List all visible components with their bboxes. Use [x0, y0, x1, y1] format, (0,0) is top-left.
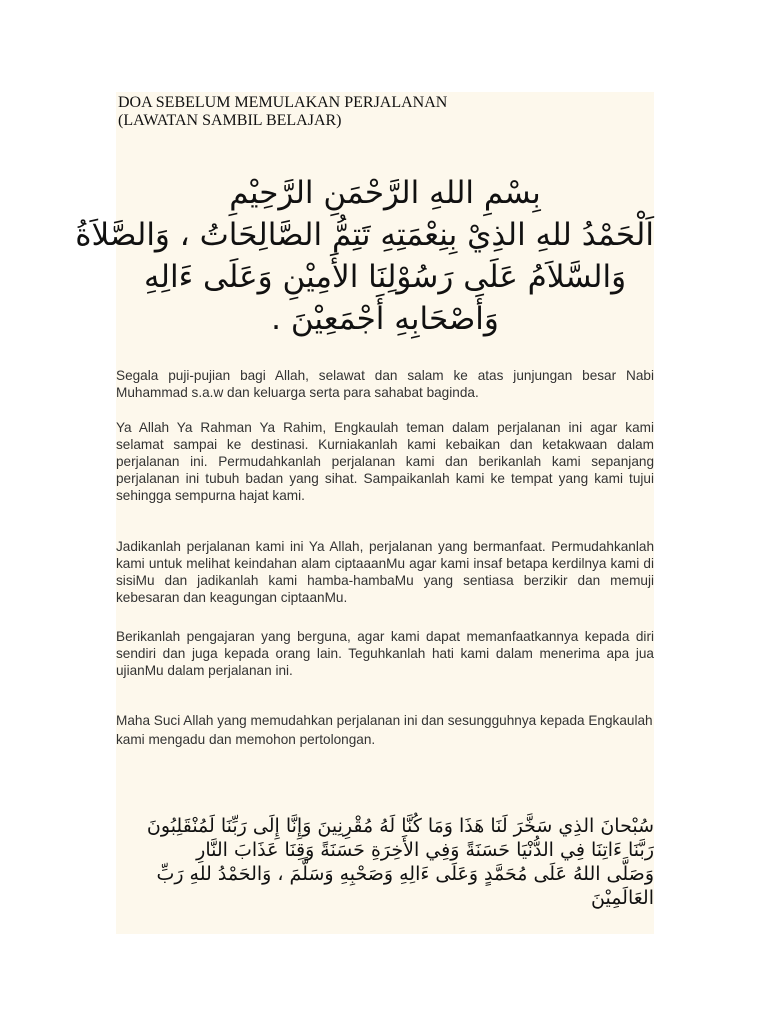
- arabic-closing-line: رَبَّنَا ءَاتِنَا فِي الدُّنْيَا حَسَنَةً وَفِي الأَخِرَةِ حَسَنَةً وَقِنَا عَذَابَ النَّارِ: [196, 839, 654, 861]
- arabic-opening-line: وَأَصْحَابِهِ أَجْمَعِيْنَ .: [271, 301, 499, 337]
- paragraph-journey-protection: Ya Allah Ya Rahman Ya Rahim, Engkaulah teman dalam perjalanan ini agar kami selamat sampai ke destinasi. Kurniakanlah kami kebaikan dan ketakwaan dalam perjalanan ini. Permudahkanlah perjalanan kami dan berikanlah kami sepanjang perjalanan ini tubuh badan yang sihat. Sampaikanlah kami ke tempat yang kami tujui sehingga sempurna hajat kami.: [116, 420, 654, 503]
- arabic-closing-line: العَالَمِيْنَ: [591, 887, 654, 909]
- arabic-opening-line: اَلْحَمْدُ للهِ الذِيْ بِنِعْمَتِهِ تَتِمُّ الصَّالِحَاتُ ، وَالصَّلاَةُ: [75, 217, 654, 253]
- title-line-1: DOA SEBELUM MEMULAKAN PERJALANAN: [118, 94, 448, 111]
- arabic-opening-line: بِسْمِ اللهِ الرَّحْمَنِ الرَّحِيْمِ: [229, 175, 541, 211]
- paragraph-glorification: Maha Suci Allah yang memudahkan perjalanan ini dan sesungguhnya kepada Engkaulah kami mengadu dan memohon pertolongan.: [116, 713, 653, 747]
- document-title: [118, 94, 447, 130]
- arabic-opening-prayer: [75, 172, 654, 340]
- title-line-2: (LAWATAN SAMBIL BELAJAR): [118, 112, 342, 129]
- arabic-closing-line: وَصَلَّى اللهُ عَلَى مُحَمَّدٍ وَعَلَى ءَالِهِ وَصَحْبِهِ وَسَلَّمَ ، وَالحَمْدُ للهِ رَبِّ: [156, 863, 654, 885]
- arabic-opening-line: وَالسَّلاَمُ عَلَى رَسُوْلِنَا الأَمِيْنِ وَعَلَى ءَالِهِ: [143, 259, 627, 295]
- document-page: [75, 92, 654, 934]
- paragraph-beneficial-journey: Jadikanlah perjalanan kami ini Ya Allah, perjalanan yang bermanfaat. Permudahkanlah kami untuk melihat keindahan alam ciptaaanMu agar kami insaf betapa kerdilnya kami di sisiMu dan jadikanlah kami hamba-hambaMu yang sentiasa berzikir dan memuji kebesaran dan keagungan ciptaanMu.: [116, 539, 654, 605]
- arabic-closing-line: سُبْحانَ الذِي سَخَّرَ لَنَا هَذَا وَمَا كُنَّا لَهُ مُقْرِنِينَ وَإِنَّا إِلَى رَبِّنَا لَمُنْقَلِبُونَ: [146, 815, 654, 837]
- paragraph-praise: Segala puji-pujian bagi Allah, selawat dan salam ke atas junjungan besar Nabi Muhammad s.a.w dan keluarga serta para sahabat baginda.: [116, 368, 654, 400]
- paragraph-lessons: Berikanlah pengajaran yang berguna, agar kami dapat memanfaatkannya kepada diri sendiri dan juga kepada orang lain. Teguhkanlah hati kami dalam menerima apa jua ujianMu dalam perjalanan ini.: [116, 629, 654, 678]
- arabic-closing-prayer: [116, 814, 654, 910]
